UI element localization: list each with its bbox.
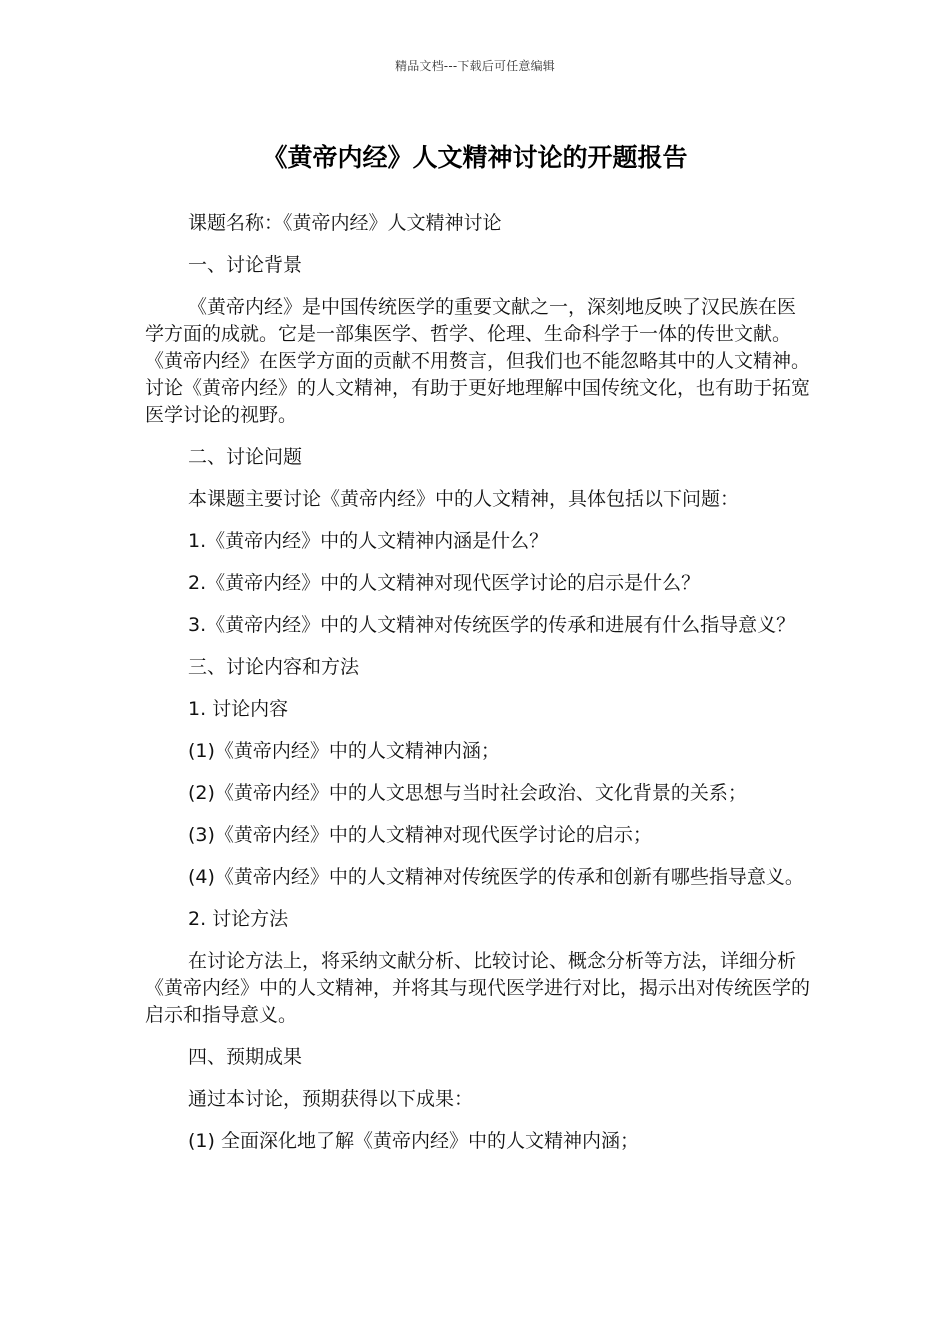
question-item-1: 1.《黄帝内经》中的人文精神内涵是什么？ bbox=[188, 530, 549, 552]
outcome-item-1: (1) 全面深化地了解《黄帝内经》中的人文精神内涵； bbox=[188, 1130, 639, 1152]
section-heading-content-methods: 三、讨论内容和方法 bbox=[188, 656, 360, 678]
outcomes-intro: 通过本讨论，预期获得以下成果： bbox=[188, 1088, 474, 1110]
document-body bbox=[145, 210, 810, 1170]
content-item-3: (3)《黄帝内经》中的人文精神对现代医学讨论的启示； bbox=[188, 824, 652, 846]
background-paragraph: 《黄帝内经》是中国传统医学的重要文献之一，深刻地反映了汉民族在医学方面的成就。它是一部集医学、哲学、伦理、生命科学于一体的传世文献。《黄帝内经》在医学方面的贡献不用赘言，但我们也不能忽略其中的人文精神。讨论《黄帝内经》的人文精神，有助于更好地理解中国传统文化，也有助于拓宽医学讨论的视野。 bbox=[145, 296, 811, 426]
methods-paragraph: 在讨论方法上，将采纳文献分析、比较讨论、概念分析等方法，详细分析《黄帝内经》中的人文精神，并将其与现代医学进行对比，揭示出对传统医学的启示和指导意义。 bbox=[145, 950, 811, 1026]
document-title: 《黄帝内经》人文精神讨论的开题报告 bbox=[262, 143, 688, 172]
questions-intro: 本课题主要讨论《黄帝内经》中的人文精神，具体包括以下问题： bbox=[188, 488, 740, 510]
header-note: 精品文档---下载后可任意编辑 bbox=[395, 59, 555, 73]
project-name-line: 课题名称：《黄帝内经》人文精神讨论 bbox=[188, 212, 502, 234]
content-item-2: (2)《黄帝内经》中的人文思想与当时社会政治、文化背景的关系； bbox=[188, 782, 747, 804]
question-item-2: 2.《黄帝内经》中的人文精神对现代医学讨论的启示是什么？ bbox=[188, 572, 701, 594]
subheading-content: 1. 讨论内容 bbox=[188, 698, 289, 720]
content-item-4: (4)《黄帝内经》中的人文精神对传统医学的传承和创新有哪些指导意义。 bbox=[188, 866, 804, 888]
question-item-3: 3.《黄帝内经》中的人文精神对传统医学的传承和进展有什么指导意义？ bbox=[188, 614, 796, 636]
subheading-methods: 2. 讨论方法 bbox=[188, 908, 289, 930]
section-heading-questions: 二、讨论问题 bbox=[188, 446, 303, 468]
content-item-1: (1)《黄帝内经》中的人文精神内涵； bbox=[188, 740, 500, 762]
section-heading-background: 一、讨论背景 bbox=[188, 254, 303, 276]
section-heading-outcomes: 四、预期成果 bbox=[188, 1046, 303, 1068]
